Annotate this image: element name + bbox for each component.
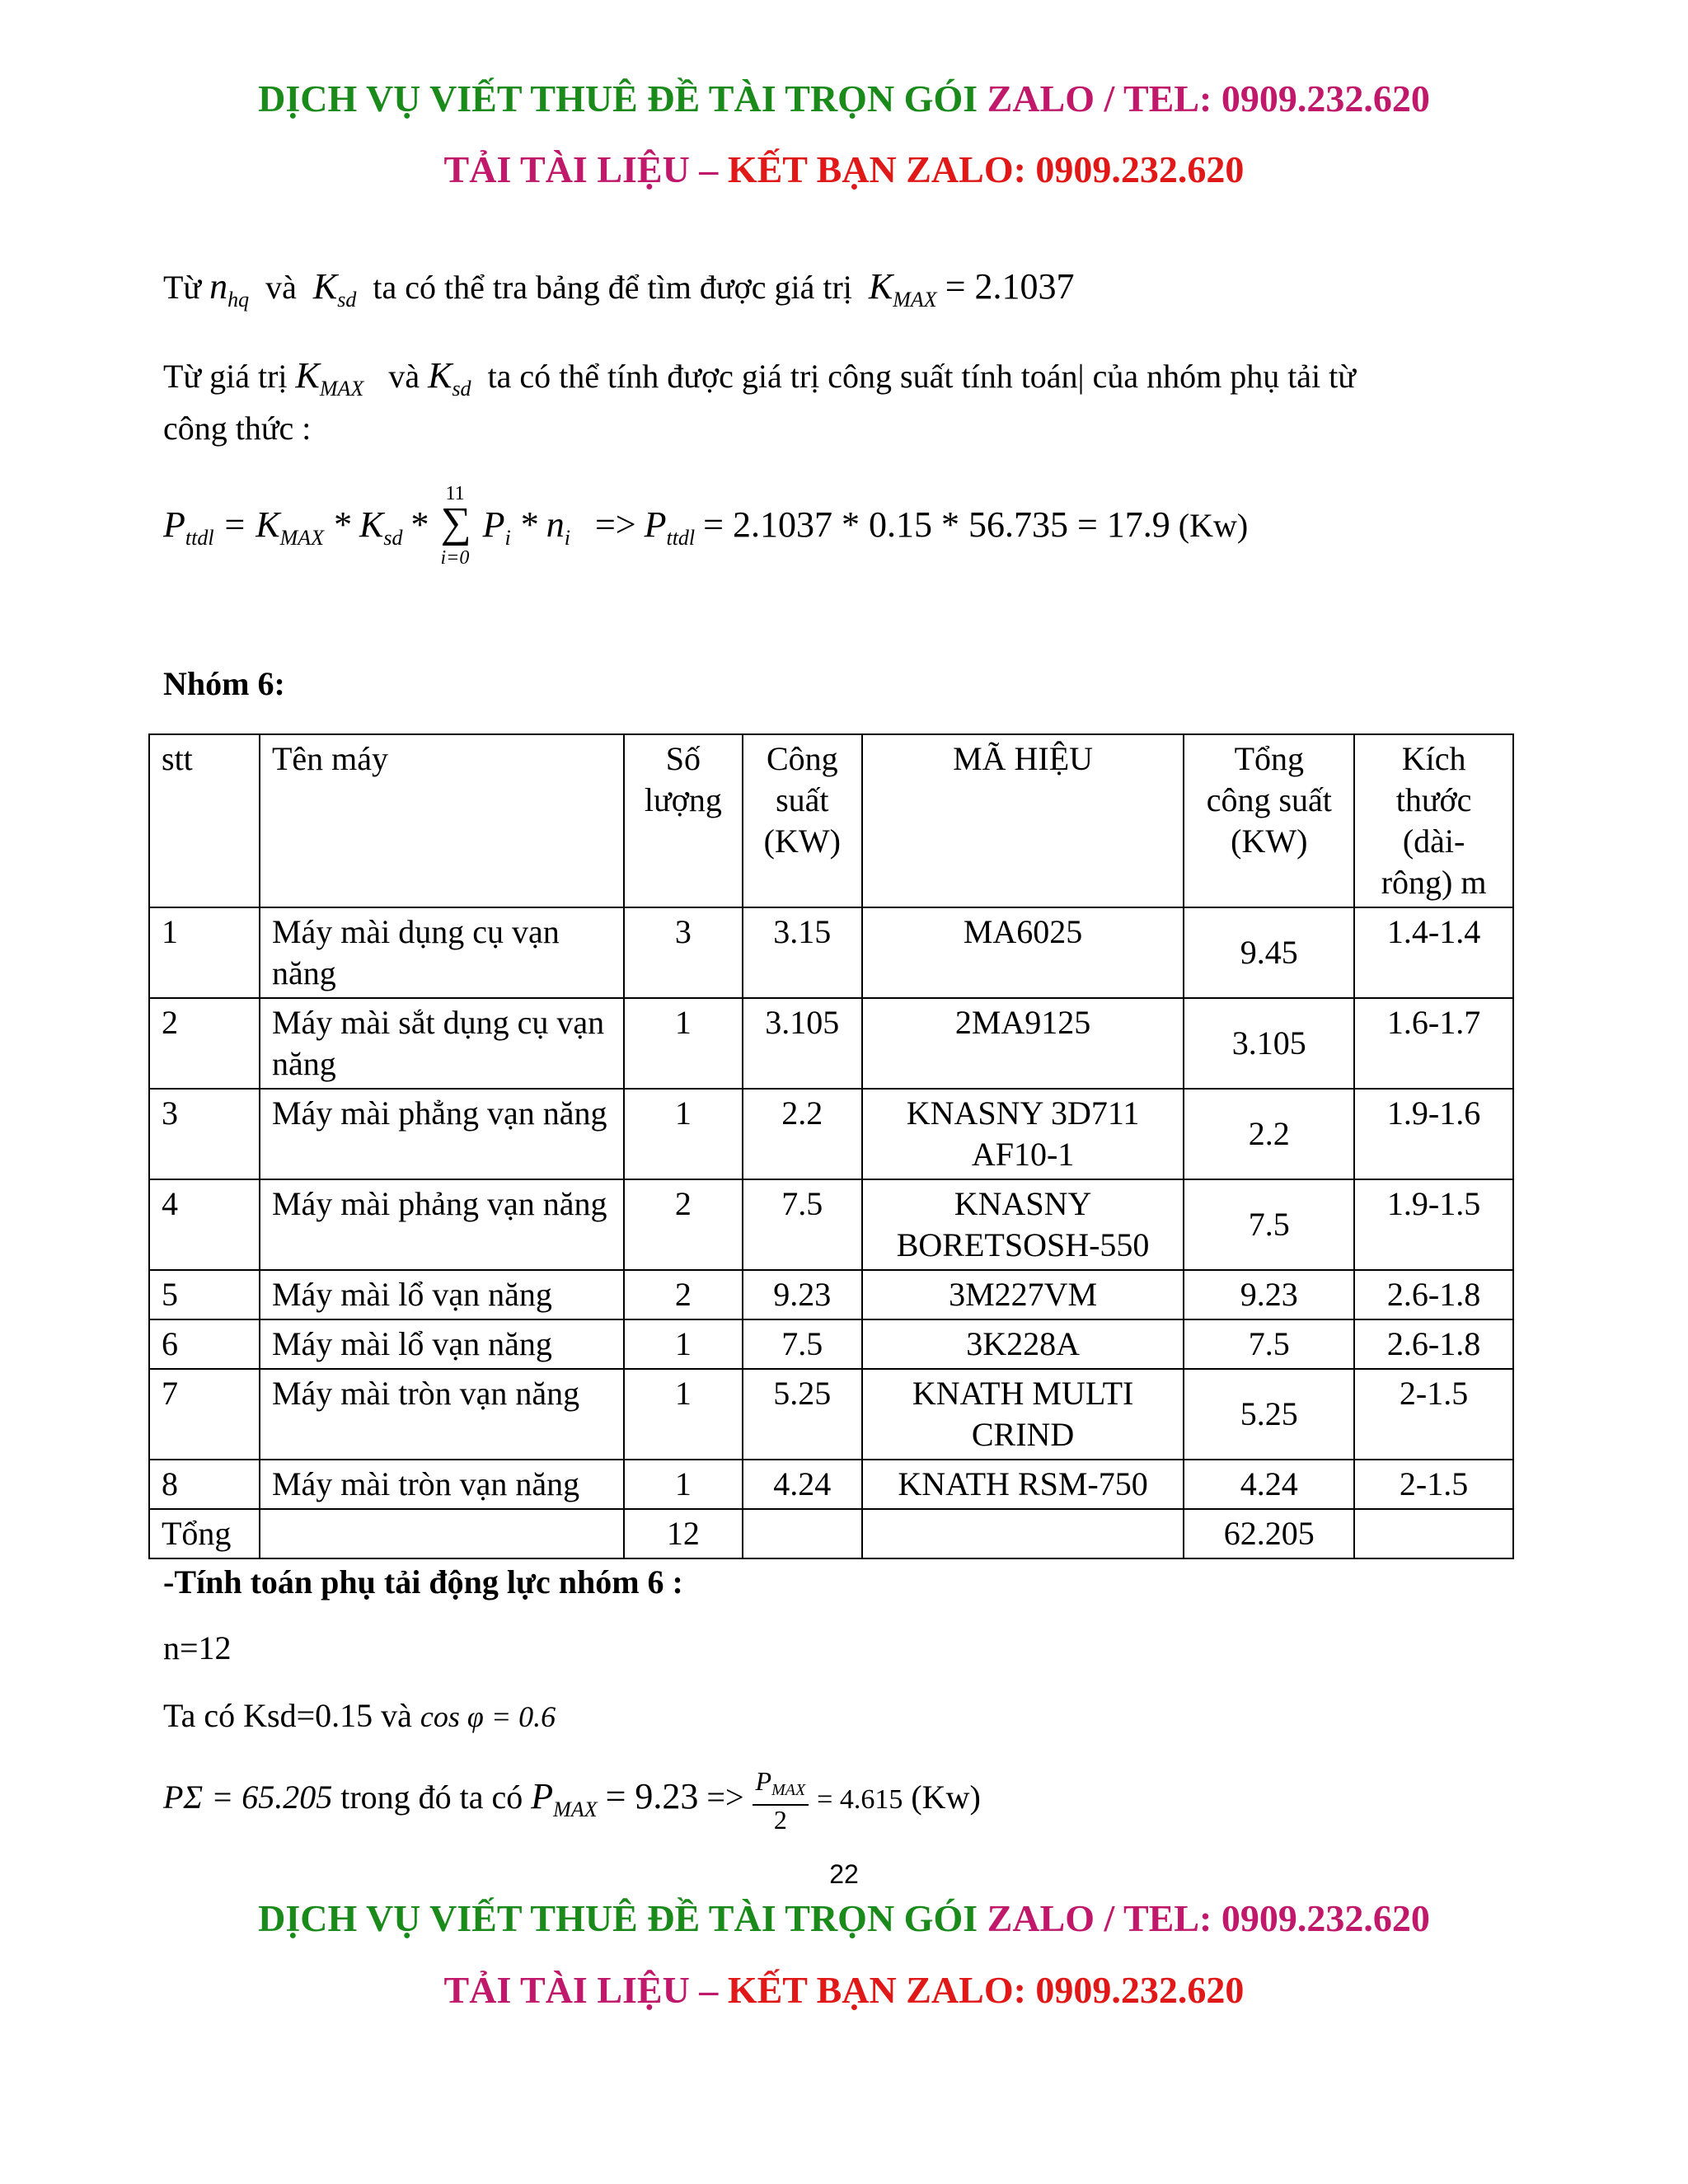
symbol-sub: MAX — [771, 1781, 806, 1800]
cos-formula: cos φ = 0.6 — [420, 1700, 556, 1733]
symbol-k: K — [428, 355, 452, 396]
cell-power: 4.24 — [743, 1460, 862, 1509]
table-row — [149, 907, 1513, 998]
cell-total-label: Tổng — [149, 1509, 260, 1558]
formula-part: * — [410, 504, 429, 545]
symbol-sub: i — [564, 526, 570, 550]
cell-empty — [260, 1509, 624, 1558]
n-line: n=12 — [163, 1629, 232, 1666]
cell-total-power: 62.205 — [1184, 1509, 1354, 1558]
cell-size: 2-1.5 — [1354, 1460, 1513, 1509]
cell-stt: 3 — [149, 1089, 260, 1179]
cell-total: 9.45 — [1184, 907, 1354, 998]
cell-power: 7.5 — [743, 1319, 862, 1369]
cell-size: 1.9-1.5 — [1354, 1179, 1513, 1270]
cell-power: 7.5 — [743, 1179, 862, 1270]
cell-qty: 1 — [624, 998, 743, 1089]
cell-power: 5.25 — [743, 1369, 862, 1460]
cell-total-qty: 12 — [624, 1509, 743, 1558]
cell-size: 2-1.5 — [1354, 1369, 1513, 1460]
symbol-sub: sd — [383, 526, 403, 550]
text: và — [388, 358, 420, 395]
table-row — [149, 1319, 1513, 1369]
sum-symbol: ∑ — [440, 499, 471, 546]
table-header-row — [149, 734, 1513, 907]
symbol-p: P — [482, 504, 505, 545]
cell-code: 2MA9125 — [862, 998, 1184, 1089]
cell-name: Máy mài phảng vạn năng — [260, 1179, 624, 1270]
header-banner-line-2 — [0, 147, 1688, 193]
page-number: 22 — [829, 1859, 859, 1889]
cell-total: 2.2 — [1184, 1089, 1354, 1179]
cell-name: Máy mài dụng cụ vạn năng — [260, 907, 624, 998]
cell-stt: 2 — [149, 998, 260, 1089]
formula-part: = K — [222, 504, 280, 545]
implies-arrow: => — [706, 1779, 744, 1816]
sum-lower-limit: i=0 — [440, 547, 470, 569]
cell-name: Máy mài sắt dụng cụ vạn năng — [260, 998, 624, 1089]
text: trong đó ta có — [340, 1779, 523, 1816]
cell-qty: 1 — [624, 1369, 743, 1460]
zalo-text: KẾT BẠN ZALO: 0909.232.620 — [727, 148, 1245, 190]
cell-code: KNATH MULTI CRIND — [862, 1369, 1184, 1460]
symbol-p: P — [755, 1766, 772, 1797]
header-power: Công suất (KW) — [743, 734, 862, 907]
paragraph-kmax-lookup — [163, 260, 1075, 326]
cell-name: Máy mài tròn vạn năng — [260, 1369, 624, 1460]
service-text: DỊCH VỤ VIẾT THUÊ ĐỀ TÀI TRỌN GÓI — [258, 77, 978, 120]
table-row — [149, 1089, 1513, 1179]
cell-total: 5.25 — [1184, 1369, 1354, 1460]
symbol-p: P — [644, 504, 667, 545]
cell-stt: 8 — [149, 1460, 260, 1509]
text: ta có thể tính được giá trị công suất tính toán| của nhóm phụ tải từ — [487, 358, 1356, 395]
cell-size: 2.6-1.8 — [1354, 1270, 1513, 1319]
contact-text: ZALO / TEL: 0909.232.620 — [987, 77, 1430, 120]
fraction — [753, 1767, 809, 1834]
cell-total: 7.5 — [1184, 1179, 1354, 1270]
symbol-k: K — [295, 355, 320, 396]
symbol-p: P — [163, 504, 185, 545]
kmax-value: = 2.1037 — [945, 266, 1075, 307]
cell-stt: 7 — [149, 1369, 260, 1460]
cell-size: 1.9-1.6 — [1354, 1089, 1513, 1179]
formula-part: * n — [518, 504, 565, 545]
cell-code: KNATH RSM-750 — [862, 1460, 1184, 1509]
sum-upper-limit: 11 — [445, 483, 465, 504]
table-row — [149, 1179, 1513, 1270]
cell-size: 1.6-1.7 — [1354, 998, 1513, 1089]
symbol-sub: ttdl — [666, 526, 696, 550]
service-text: DỊCH VỤ VIẾT THUÊ ĐỀ TÀI TRỌN GÓI — [258, 1897, 978, 1939]
psum-value: PΣ = 65.205 — [163, 1779, 333, 1816]
cell-power: 2.2 — [743, 1089, 862, 1179]
formula-pttdl — [163, 483, 1249, 569]
cell-code: MA6025 — [862, 907, 1184, 998]
header-name: Tên máy — [260, 734, 624, 907]
cell-empty — [862, 1509, 1184, 1558]
symbol-sub: MAX — [553, 1797, 598, 1821]
cell-qty: 2 — [624, 1270, 743, 1319]
fraction-denominator: 2 — [773, 1805, 787, 1835]
cell-empty — [1354, 1509, 1513, 1558]
cell-total: 9.23 — [1184, 1270, 1354, 1319]
cell-code: 3K228A — [862, 1319, 1184, 1369]
cell-code: KNASNY 3D711 AF10-1 — [862, 1089, 1184, 1179]
text: công thức : — [163, 410, 312, 447]
cell-name: Máy mài lổ vạn năng — [260, 1319, 624, 1369]
text: và — [265, 269, 297, 306]
symbol-sub: hq — [227, 288, 250, 312]
text: Ta có Ksd=0.15 và — [163, 1697, 412, 1734]
footer-banner-line-2 — [0, 1967, 1688, 2013]
calc-heading: -Tính toán phụ tải động lực nhóm 6 : — [163, 1563, 683, 1601]
formula-result: = 2.1037 * 0.15 * 56.735 = 17.9 — [703, 504, 1170, 545]
machine-table — [148, 733, 1514, 1559]
cell-name: Máy mài tròn vạn năng — [260, 1460, 624, 1509]
symbol-sub: i — [504, 526, 511, 550]
cell-qty: 3 — [624, 907, 743, 998]
header-banner-line-1 — [0, 76, 1688, 122]
paragraph-power-calc-line-2 — [163, 402, 311, 455]
symbol-sub: sd — [337, 288, 357, 312]
cell-code: KNASNY BORETSOSH-550 — [862, 1179, 1184, 1270]
symbol-p: P — [531, 1776, 554, 1816]
ksd-line — [163, 1690, 556, 1743]
fraction-result: = 4.615 — [817, 1784, 903, 1815]
cell-total: 4.24 — [1184, 1460, 1354, 1509]
text: Từ — [163, 269, 202, 306]
cell-qty: 1 — [624, 1089, 743, 1179]
unit: (Kw) — [1178, 507, 1249, 544]
fraction-numerator — [753, 1767, 809, 1806]
sum-operator — [440, 483, 471, 569]
cell-size: 1.4-1.4 — [1354, 907, 1513, 998]
symbol-k: K — [868, 266, 893, 307]
symbol-sub: sd — [452, 377, 471, 401]
download-text: TẢI TÀI LIỆU – — [443, 1969, 719, 2011]
cell-total: 7.5 — [1184, 1319, 1354, 1369]
cell-power: 9.23 — [743, 1270, 862, 1319]
symbol-sub: ttdl — [185, 526, 214, 550]
table-row — [149, 1369, 1513, 1460]
cell-qty: 1 — [624, 1319, 743, 1369]
cell-stt: 5 — [149, 1270, 260, 1319]
cell-name: Máy mài phẳng vạn năng — [260, 1089, 624, 1179]
symbol-sub: MAX — [893, 288, 937, 312]
table-row — [149, 1460, 1513, 1509]
cell-size: 2.6-1.8 — [1354, 1319, 1513, 1369]
implies-arrow: => — [594, 504, 636, 545]
header-size: Kích thước (dài- rông) m — [1354, 734, 1513, 907]
zalo-text: KẾT BẠN ZALO: 0909.232.620 — [727, 1969, 1245, 2011]
cell-total: 3.105 — [1184, 998, 1354, 1089]
table-total-row — [149, 1509, 1513, 1558]
header-stt: stt — [149, 734, 260, 907]
cell-stt: 1 — [149, 907, 260, 998]
symbol-k: K — [312, 266, 338, 307]
cell-power: 3.105 — [743, 998, 862, 1089]
symbol-n: n — [209, 266, 228, 307]
header-code: MÃ HIỆU — [862, 734, 1184, 907]
cell-power: 3.15 — [743, 907, 862, 998]
cell-qty: 2 — [624, 1179, 743, 1270]
psum-line — [163, 1764, 981, 1843]
text: Từ giá trị — [163, 358, 288, 395]
formula-part: * K — [332, 504, 384, 545]
contact-text: ZALO / TEL: 0909.232.620 — [987, 1897, 1430, 1939]
footer-banner-line-1 — [0, 1896, 1688, 1942]
cell-qty: 1 — [624, 1460, 743, 1509]
unit: (Kw) — [911, 1779, 981, 1816]
group-heading: Nhóm 6: — [163, 665, 285, 702]
symbol-sub: MAX — [319, 377, 364, 401]
paragraph-power-calc — [163, 349, 1356, 415]
cell-empty — [743, 1509, 862, 1558]
table-row — [149, 1270, 1513, 1319]
text: ta có thể tra bảng để tìm được giá trị — [373, 269, 852, 306]
symbol-sub: MAX — [279, 526, 325, 550]
pmax-value: = 9.23 — [605, 1776, 699, 1816]
cell-stt: 4 — [149, 1179, 260, 1270]
cell-stt: 6 — [149, 1319, 260, 1369]
cell-code: 3M227VM — [862, 1270, 1184, 1319]
header-qty: Số lượng — [624, 734, 743, 907]
download-text: TẢI TÀI LIỆU – — [443, 148, 719, 190]
header-total: Tổng công suất (KW) — [1184, 734, 1354, 907]
cell-name: Máy mài lổ vạn năng — [260, 1270, 624, 1319]
table-row — [149, 998, 1513, 1089]
